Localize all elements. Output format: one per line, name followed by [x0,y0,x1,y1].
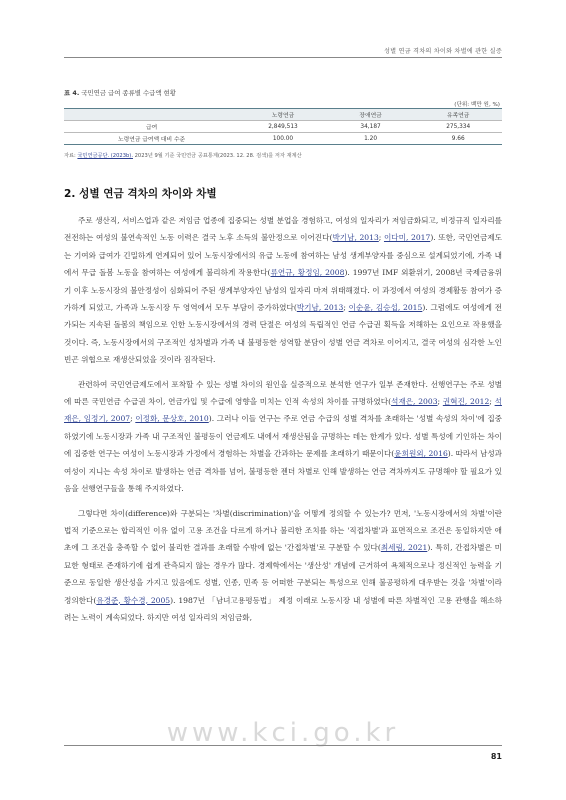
table-cell: 1.20 [327,133,415,145]
paragraph [64,505,502,627]
watermark: www.kci.go.kr [166,718,400,748]
table-header-cell: 유족연금 [414,109,502,121]
citation-link[interactable]: 박기남, 2013 [332,233,379,243]
table-unit: (단위: 백만 원, %) [454,102,500,108]
citation-link[interactable]: 윤희원외, 2016 [394,449,448,459]
table-cell: 2,849,513 [239,121,327,133]
table-cell: 100.00 [239,133,327,145]
table-row [64,121,502,133]
source-prefix: 자료: [64,153,78,159]
paragraph-text: ). 1997년 IMF 외환위기, 2008년 국제금융위기 이후 노동시장의 불안정성이 심화되어 주된 생계부양자인 남성의 일자리 마저 위태해졌다. 이 과정에서 여성의 경제활동 참여가 증가하게 되었고, 가족과 노동시장 두 영역에서 모두 부담이 증가하였다( [64,268,503,313]
citation-link[interactable]: 권혁진, 2012 [442,397,490,407]
table-row-label: 급여 [64,121,239,133]
paragraph [64,376,502,498]
paragraph-text: 그렇다면 차이(difference)와 구분되는 '차별(discrimination)'을 어떻게 정의할 수 있는가? 먼저, '노동시장에서의 차별'이란 법적 기준으로는 합리적인 이유 없이 고용 조건을 다르게 하거나 불리한 조치를 하는 '직접차별'과 표면적으로 조건은 동일하지만 애초에 그 조건을 충족할 수 없어 불리한 결과를 초래할 수밖에 없는 '간접차별'로 구분할 수 있다( [64,508,502,553]
citation-link[interactable]: 석재은, 임정기, 2007 [64,397,502,424]
header-rule [64,57,502,58]
citation-link[interactable]: 이다미, 2017 [383,233,431,243]
table-header-row [64,109,502,121]
pension-benefit-table [64,108,502,145]
paragraph-text: ). 그러나 이들 연구는 주로 연금 수급의 성별 격차를 초래하는 '성별 속성의 차이'에 집중하였기에 노동시장과 가족 내 구조적인 불평등이 연금제도 내에서 재생산됨을 규명하는 데는 한계가 있다. 성별 특성에 기인하는 차이에 집중한 연구는 여성이 노동시장과 가정에서 경험하는 차별을 간과하는 문제를 초래하기 때문이다( [64,414,502,459]
paragraph-text: ). 그럼에도 여성에게 전가되는 지속된 돌봄의 책임으로 인한 노동시장에서의 경력 단절은 여성의 독립적인 연금 수급권 획득을 저해하는 요인으로 작용했을 것이다. 즉, 노동시장에서의 구조적인 성차별과 가족 내 불평등한 성역할 분담이 성별 연금 격차로 이어지고, 결국 여성의 심각한 노인 빈곤 위협으로 재생산되었을 것이라 짐작된다. [64,303,503,365]
table-caption [64,88,176,97]
citation-link[interactable]: 류연규, 황정임, 2008 [270,268,345,278]
paragraph-text: ). 특히, 간접차별은 미묘한 형태로 존재하기에 쉽게 관측되지 않는 경우가 많다. 경제학에서는 '생산성' 개념에 근거하여 욕체적으로나 정신적인 능력을 기준으로 동일한 생산성을 가지고 있음에도 성별, 인종, 민족 등 어떠한 구분되는 특성으로 인해 불공평하게 대우받는 것을 '차별'이라 정의한다( [64,543,502,605]
table-header-cell: 장애연금 [327,109,415,121]
paragraph-text: ). 1987년 「남녀고용평등법」 제정 이래로 노동시장 내 성별에 따른 차별적인 고용 관행을 해소하려는 노력이 계속되었다. 하지만 여성 일자리의 저임금화, [64,595,502,622]
footer-rule [64,745,502,746]
citation-link[interactable]: 석재은, 2003 [391,397,438,407]
paragraph-text: ; [378,233,384,243]
citation-link[interactable]: 이순윤, 김승섭, 2015 [348,303,423,313]
table-header-cell: 노령연금 [239,109,327,121]
page-number: 81 [490,752,502,761]
section-title: 2. 성별 연금 격차의 차이와 차별 [64,188,217,200]
table-cell: 9.66 [414,133,502,145]
paragraph [64,212,502,369]
paragraph-text: ; [437,397,443,407]
table-row [64,133,502,145]
paragraph-text: ). 또한, 국민연금제도는 기여와 급여가 긴밀하게 연계되어 있어 노동시장에서의 유급 노동에 참여하는 남성 생계부양자를 중심으로 설계되었기에, 가족 내에서 무급 돌봄 노동을 참여하는 여성에게 불리하게 작용한다( [64,233,503,278]
source-citation-link[interactable]: 국민연금공단. (2023b). [77,153,133,159]
paragraph-text: ; [130,414,136,424]
table-source-note [64,152,302,159]
paragraph-text: ). 따라서 남성과 여성이 지니는 속성 차이로 발생하는 연금 격차를 넘어, 불평등한 젠더 차별로 인해 발생하는 연금 격차까지도 규명해야 할 필요가 있음을 선행연구들을 통해 주지하였다. [64,449,502,494]
paragraph-text: 주로 생산직, 서비스업과 같은 저임금 업종에 집중되는 성별 분업을 경험하고, 여성의 일자리가 저임금화되고, 비정규직 일자리를 전전하는 여성의 불연속적인 노동 이력은 결국 노후 소득의 불안정으로 이어진다( [64,216,502,243]
paragraph-text: ; [489,397,495,407]
citation-link[interactable]: 최세림, 2021 [380,543,428,553]
citation-link[interactable]: 이정화, 문상호, 2010 [135,414,209,424]
running-header: 성별 연금 격차의 차이와 차별에 관한 실증 [383,48,502,55]
paragraph-text: 관련하여 국민연금제도에서 포착할 수 있는 성별 차이의 원인을 실증적으로 분석한 연구가 일부 존재한다. 선행연구는 주로 성별에 따른 국민연금 수급권 차이, 연금가입 및 수급에 영향을 미치는 인적 속성의 차이를 규명하였다( [64,379,502,407]
body-text [64,212,502,626]
table-row-label: 노령연금 급여액 대비 수준 [64,133,239,145]
citation-link[interactable]: 박기남, 2013 [296,303,344,313]
citation-link[interactable]: 유경준, 황수경, 2005 [96,595,171,605]
table-title: 국민연금 급여 종류별 수급액 현황 [81,89,176,97]
paragraph-text: ; [343,303,349,313]
table-cell: 34,187 [327,121,415,133]
source-detail: 2023년 9월 기준 국민연금 공표통계(2023. 12. 28. 검색)를 저자 재계산 [132,153,302,159]
table-header-cell [64,109,239,121]
table-cell: 275,334 [414,121,502,133]
table-label: 표 4. [64,89,80,97]
